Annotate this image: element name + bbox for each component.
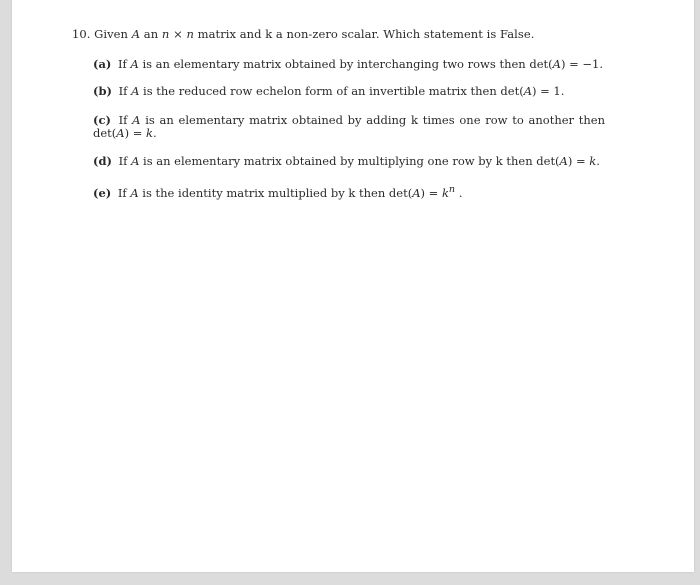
option-text: . — [596, 154, 600, 168]
option-text: If — [118, 113, 128, 127]
var-k: k — [589, 154, 597, 168]
option-text: ) = — [567, 154, 586, 168]
option-b — [93, 85, 564, 98]
var-A: A — [412, 185, 421, 200]
option-text: is the reduced row echelon form of an invertible matrix then det( — [143, 84, 524, 98]
exponent-n: n — [448, 184, 456, 195]
var-A: A — [523, 84, 532, 98]
option-e — [93, 183, 462, 200]
document-page — [12, 0, 694, 572]
option-label: (c) — [93, 113, 111, 127]
question-text-2: an — [143, 27, 159, 41]
var-A: A — [552, 57, 561, 71]
question-text-1: Given — [94, 27, 128, 41]
option-label: (a) — [93, 57, 112, 71]
option-text: ) = — [420, 185, 439, 200]
question-header — [72, 27, 534, 41]
var-A: A — [131, 27, 141, 41]
option-text: . — [458, 185, 463, 200]
option-a — [93, 58, 603, 71]
var-A: A — [132, 113, 141, 127]
option-text: If — [118, 154, 128, 168]
var-A: A — [130, 57, 139, 71]
option-label: (d) — [93, 154, 112, 168]
option-text: If — [118, 57, 127, 71]
option-text: If — [117, 185, 127, 200]
option-label: (e) — [93, 185, 112, 200]
var-A: A — [130, 185, 139, 200]
option-text: is an elementary matrix obtained by adding k times one row to another then det( — [93, 113, 605, 140]
var-A: A — [559, 154, 568, 168]
option-text: is the identity matrix multiplied by k then det( — [142, 185, 413, 200]
option-text: If — [118, 84, 128, 98]
question-number: 10. — [72, 27, 91, 41]
times-symbol: × — [173, 27, 183, 41]
option-text: ) = −1. — [560, 57, 603, 71]
var-k: k — [441, 185, 449, 200]
option-label: (b) — [93, 84, 112, 98]
option-text: . — [153, 126, 157, 140]
option-text: ) = — [124, 126, 143, 140]
option-text: is an elementary matrix obtained by interchanging two rows then det( — [142, 57, 553, 71]
var-A: A — [116, 126, 125, 140]
option-c — [93, 114, 605, 140]
var-A: A — [131, 84, 140, 98]
var-n: n — [186, 27, 194, 41]
var-A: A — [131, 154, 140, 168]
option-d — [93, 155, 600, 168]
var-n: n — [161, 27, 170, 41]
option-text: ) = 1. — [532, 84, 565, 98]
option-text: is an elementary matrix obtained by multiplying one row by k then det( — [143, 154, 560, 168]
var-k: k — [146, 126, 153, 140]
question-text-3: matrix and k a non-zero scalar. Which statement is False. — [197, 27, 535, 41]
